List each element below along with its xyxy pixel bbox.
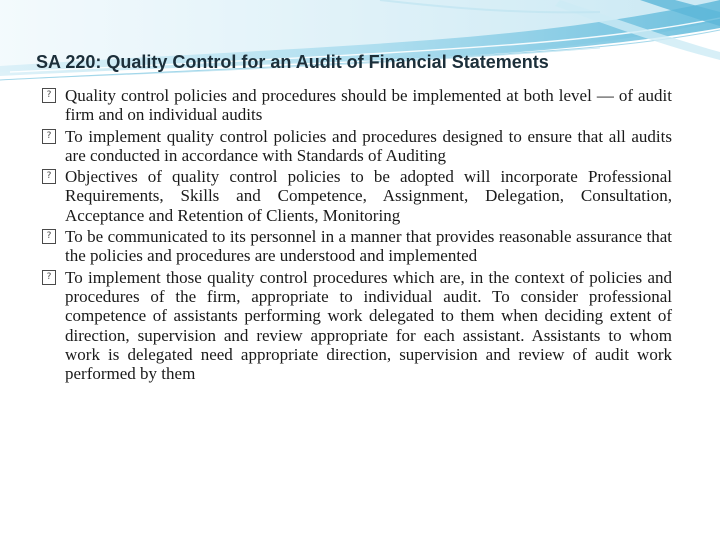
- bullet-marker-icon: ?: [42, 229, 56, 244]
- bullet-list: [42, 86, 672, 385]
- bullet-item: [42, 268, 672, 384]
- bullet-text: To implement those quality control procedures which are, in the context of policies and procedures of the firm, appropriate to individual audit. To consider professional competence of assistants performing work delegated to them when deciding extent of direction, supervision and review appropriate for each assistant. Assistants to whom work is delegated need appropriate direction, supervision and review of audit work performed by them: [65, 267, 672, 384]
- bullet-text: Quality control policies and procedures should be implemented at both level — of audit firm and on individual audits: [65, 86, 672, 125]
- bullet-marker-icon: ?: [42, 169, 56, 184]
- slide-title: SA 220: Quality Control for an Audit of Financial Statements: [36, 52, 549, 72]
- bullet-text: Objectives of quality control policies to be adopted will incorporate Professional Requirements, Skills and Competence, Assignment, Delegation, Consultation, Acceptance and Retention of Clients, Monitoring: [65, 167, 672, 225]
- bullet-marker-icon: ?: [42, 88, 56, 103]
- bullet-text: To be communicated to its personnel in a manner that provides reasonable assurance that the policies and procedures are understood and implemented: [65, 227, 672, 266]
- bullet-item: [42, 86, 672, 125]
- bullet-item: [42, 127, 672, 166]
- bullet-marker-icon: ?: [42, 129, 56, 144]
- bullet-marker-icon: ?: [42, 270, 56, 285]
- bullet-item: [42, 167, 672, 225]
- bullet-text: To implement quality control policies and procedures designed to ensure that all audits are conducted in accordance with Standards of Auditing: [65, 126, 672, 165]
- bullet-item: [42, 227, 672, 266]
